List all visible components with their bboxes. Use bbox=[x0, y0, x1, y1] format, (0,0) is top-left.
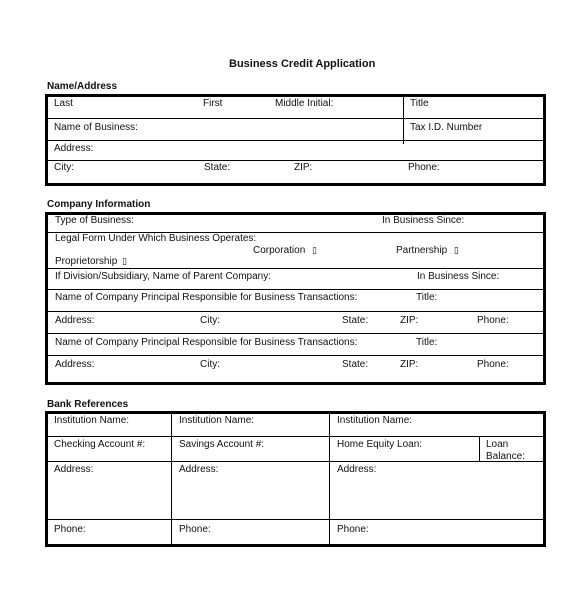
bank-address-label-3: Address: bbox=[337, 464, 377, 475]
section-heading-name-address: Name/Address bbox=[47, 81, 118, 92]
divider bbox=[47, 140, 544, 141]
balance-label: Balance: bbox=[486, 451, 525, 462]
parent-company-label: If Division/Subsidiary, Name of Parent Company: bbox=[55, 271, 272, 282]
partnership-label: Partnership bbox=[396, 245, 448, 256]
corporation-option[interactable] bbox=[253, 245, 317, 256]
divider bbox=[47, 519, 544, 520]
divider bbox=[47, 436, 544, 437]
principal-label-1: Name of Company Principal Responsible for Business Transactions: bbox=[55, 292, 358, 303]
principal-title-label-1: Title: bbox=[416, 292, 438, 303]
proprietorship-option[interactable] bbox=[55, 256, 127, 267]
divider bbox=[329, 413, 330, 545]
in-business-since-label: In Business Since: bbox=[382, 215, 465, 226]
principal-zip-label-2: ZIP: bbox=[400, 359, 419, 370]
checkbox-icon[interactable]: ▯ bbox=[453, 245, 459, 255]
principal-phone-label-1: Phone: bbox=[477, 315, 509, 326]
checking-account-label: Checking Account #: bbox=[54, 439, 146, 450]
legal-form-label: Legal Form Under Which Business Operates: bbox=[55, 233, 257, 244]
bank-address-label-2: Address: bbox=[179, 464, 219, 475]
divider bbox=[479, 436, 480, 461]
tax-id-label: Tax I.D. Number bbox=[410, 122, 483, 133]
section-heading-company: Company Information bbox=[47, 199, 151, 210]
section-heading-bank: Bank References bbox=[47, 399, 129, 410]
principal-phone-label-2: Phone: bbox=[477, 359, 509, 370]
last-name-label: Last bbox=[54, 98, 73, 109]
bank-phone-label-1: Phone: bbox=[54, 524, 86, 535]
bank-phone-label-2: Phone: bbox=[179, 524, 211, 535]
loan-label: Loan bbox=[486, 439, 509, 450]
principal-address-label-1: Address: bbox=[55, 315, 95, 326]
institution-name-label-3: Institution Name: bbox=[337, 415, 413, 426]
savings-account-label: Savings Account #: bbox=[179, 439, 265, 450]
divider bbox=[47, 311, 544, 312]
type-of-business-label: Type of Business: bbox=[55, 215, 134, 226]
principal-title-label-2: Title: bbox=[416, 337, 438, 348]
divider bbox=[171, 413, 172, 545]
address-label: Address: bbox=[54, 143, 94, 154]
phone-label: Phone: bbox=[408, 162, 440, 173]
first-name-label: First bbox=[203, 98, 223, 109]
checkbox-icon[interactable]: ▯ bbox=[312, 245, 317, 255]
divider bbox=[47, 160, 544, 161]
divider bbox=[47, 355, 544, 356]
divider bbox=[47, 461, 544, 462]
principal-label-2: Name of Company Principal Responsible for Business Transactions: bbox=[55, 337, 358, 348]
institution-name-label-1: Institution Name: bbox=[54, 415, 130, 426]
checkbox-icon[interactable]: ▯ bbox=[122, 256, 127, 266]
principal-city-label-2: City: bbox=[200, 359, 220, 370]
title-label: Title bbox=[410, 98, 429, 109]
bank-phone-label-3: Phone: bbox=[337, 524, 369, 535]
divider bbox=[403, 96, 404, 144]
home-equity-loan-label: Home Equity Loan: bbox=[337, 439, 423, 450]
partnership-option[interactable] bbox=[396, 245, 459, 256]
proprietorship-label: Proprietorship bbox=[55, 256, 118, 267]
bank-address-label-1: Address: bbox=[54, 464, 94, 475]
state-label: State: bbox=[204, 162, 231, 173]
principal-zip-label-1: ZIP: bbox=[400, 315, 419, 326]
city-label: City: bbox=[54, 162, 74, 173]
business-name-label: Name of Business: bbox=[54, 122, 138, 133]
principal-address-label-2: Address: bbox=[55, 359, 95, 370]
middle-initial-label: Middle Initial: bbox=[275, 98, 334, 109]
divider bbox=[47, 289, 544, 290]
corporation-label: Corporation bbox=[253, 245, 306, 256]
form-title: Business Credit Application bbox=[229, 58, 376, 70]
in-business-since-label-2: In Business Since: bbox=[417, 271, 500, 282]
divider bbox=[47, 268, 544, 269]
principal-state-label-1: State: bbox=[342, 315, 369, 326]
zip-label: ZIP: bbox=[294, 162, 313, 173]
divider bbox=[47, 333, 544, 334]
principal-state-label-2: State: bbox=[342, 359, 369, 370]
institution-name-label-2: Institution Name: bbox=[179, 415, 255, 426]
bank-references-box bbox=[45, 411, 546, 547]
principal-city-label-1: City: bbox=[200, 315, 220, 326]
divider bbox=[47, 118, 544, 119]
